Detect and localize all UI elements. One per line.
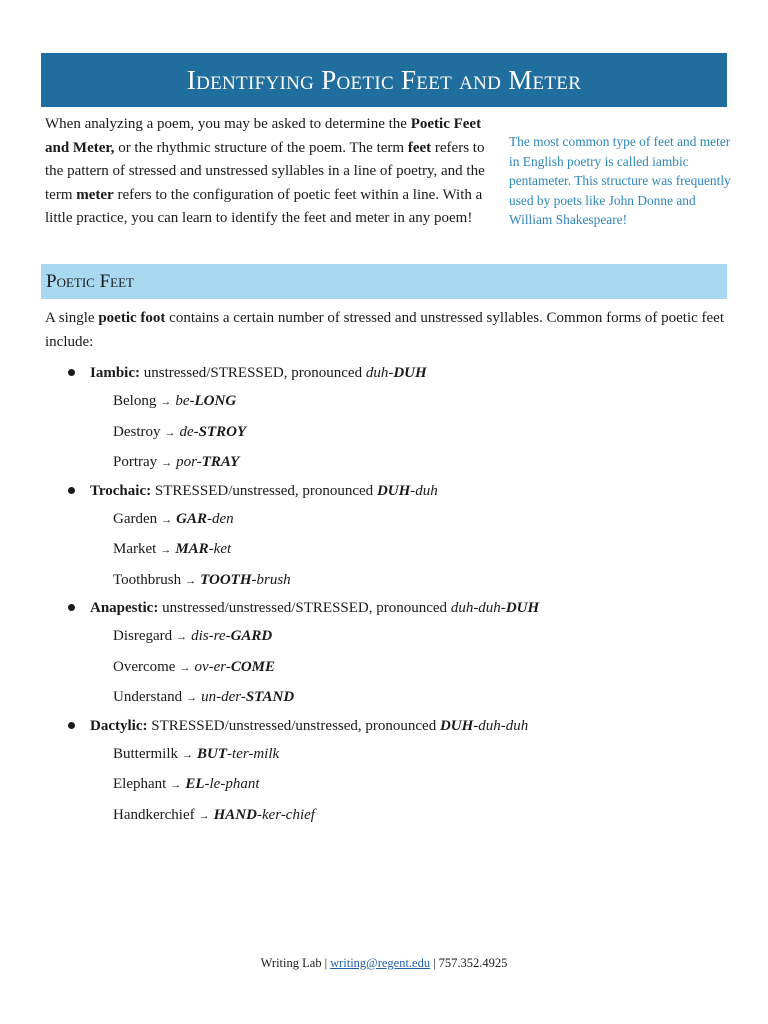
example-word: Toothbrush <box>113 571 182 588</box>
foot-pattern: STRESSED/unstressed/unstressed, pronounced <box>147 717 440 734</box>
foot-pronunciation-stressed: DUH <box>505 600 540 616</box>
example-word: Overcome <box>113 658 176 675</box>
example-word: Disregard <box>113 628 173 644</box>
foot-name: Trochaic: <box>90 482 152 499</box>
section-header <box>41 264 727 299</box>
example-row <box>0 621 768 652</box>
bullet-icon <box>68 604 75 611</box>
example-row <box>0 565 768 596</box>
example-pre: por- <box>176 454 202 470</box>
intro-text-2: or the rhythmic structure of the poem. The term <box>114 139 408 156</box>
example-word: Market <box>113 541 157 557</box>
arrow-right-icon: → <box>164 426 176 439</box>
arrow-right-icon: → <box>185 574 197 587</box>
arrow-right-icon: → <box>176 631 188 643</box>
foot-item-anapestic <box>0 595 768 713</box>
foot-item-trochaic <box>0 478 768 596</box>
example-word: Handkerchief <box>113 806 195 823</box>
arrow-right-icon: → <box>182 748 193 761</box>
foot-pronunciation-plain: duh-duh- <box>450 600 506 616</box>
example-post: -ter-milk <box>227 745 280 762</box>
example-stressed: GAR <box>176 510 207 527</box>
bullet-icon <box>68 369 75 376</box>
example-stressed: MAR <box>175 541 209 557</box>
example-word: Destroy <box>113 423 161 440</box>
intro-text-3: refers to the pattern of stressed and unstressed syllables in a line of poetry, and the term <box>45 139 485 203</box>
example-stressed: STROY <box>198 423 247 440</box>
arrow-right-icon: → <box>160 396 172 408</box>
foot-pattern: unstressed/STRESSED, pronounced <box>140 365 366 381</box>
example-word: Portray <box>113 454 158 470</box>
intro-bold-3: meter <box>76 186 114 203</box>
footer-separator: | <box>433 956 436 970</box>
footer-org: Writing Lab <box>260 956 322 970</box>
foot-pronunciation-stressed: DUH <box>376 482 411 499</box>
example-row <box>0 386 768 417</box>
foot-pronunciation-plain: -duh-duh <box>473 717 529 734</box>
arrow-right-icon: → <box>186 692 198 704</box>
example-stressed: HAND <box>213 806 257 823</box>
lead-text-1: A single <box>45 310 99 326</box>
example-stressed: BUT <box>197 745 227 762</box>
example-pre: be- <box>175 393 195 409</box>
arrow-right-icon: → <box>161 457 173 469</box>
foot-heading <box>0 713 768 739</box>
lead-text-2: contains a certain number of stressed and unstressed syllables. Common forms of poetic feet include: <box>45 310 725 350</box>
footer-separator: | <box>324 956 328 970</box>
arrow-right-icon: → <box>179 661 191 674</box>
foot-heading <box>0 478 768 504</box>
example-stressed: COME <box>230 658 275 675</box>
example-row <box>0 682 768 713</box>
example-stressed: LONG <box>194 393 237 409</box>
arrow-right-icon: → <box>170 779 182 791</box>
page-footer <box>0 956 768 971</box>
title-banner <box>41 53 727 107</box>
example-stressed: GARD <box>230 628 273 644</box>
example-word: Buttermilk <box>113 745 178 762</box>
foot-heading <box>0 360 768 386</box>
example-post: -den <box>207 510 234 527</box>
section-lead-paragraph <box>45 306 730 354</box>
foot-item-iambic <box>0 360 768 478</box>
foot-heading <box>0 595 768 621</box>
example-stressed: TRAY <box>201 454 240 470</box>
foot-pronunciation-stressed: DUH <box>439 717 474 734</box>
example-word: Elephant <box>113 776 167 792</box>
poetic-feet-list <box>0 360 768 830</box>
example-stressed: EL <box>185 776 205 792</box>
example-post: -brush <box>251 571 291 588</box>
example-row <box>0 504 768 535</box>
arrow-right-icon: → <box>198 809 210 822</box>
example-post: -le-phant <box>204 776 260 792</box>
example-pre: un-der- <box>201 689 246 705</box>
example-row <box>0 800 768 831</box>
intro-paragraph <box>45 113 485 231</box>
example-word: Belong <box>113 393 157 409</box>
example-post: -ker-chief <box>256 806 315 823</box>
foot-item-dactylic <box>0 713 768 831</box>
foot-name: Dactylic: <box>90 717 148 734</box>
section-heading: Poetic Feet <box>46 270 134 292</box>
page-title: Identifying Poetic Feet and Meter <box>186 64 582 95</box>
foot-name: Iambic: <box>90 365 140 381</box>
foot-pattern: unstressed/unstressed/STRESSED, pronounced <box>158 600 451 616</box>
example-pre: de- <box>179 423 199 440</box>
example-word: Understand <box>113 689 183 705</box>
lead-bold-1: poetic foot <box>98 310 166 326</box>
example-row <box>0 769 768 800</box>
example-row <box>0 534 768 565</box>
footer-email-link[interactable]: writing@regent.edu <box>330 956 431 970</box>
example-row <box>0 417 768 448</box>
bullet-icon <box>68 722 75 729</box>
example-pre: ov-er- <box>194 658 231 675</box>
foot-pronunciation-stressed: DUH <box>393 365 427 381</box>
example-post: -ket <box>208 541 232 557</box>
example-pre: dis-re- <box>191 628 231 644</box>
example-word: Garden <box>113 510 158 527</box>
example-row <box>0 447 768 478</box>
intro-bold-2: feet <box>407 139 432 156</box>
example-stressed: STAND <box>245 689 295 705</box>
foot-pattern: STRESSED/unstressed, pronounced <box>151 482 377 499</box>
example-row <box>0 652 768 683</box>
intro-text-4: refers to the configuration of poetic feet within a line. With a little practice, you can learn to identify the feet and meter in any poem! <box>45 186 483 227</box>
foot-pronunciation-plain: duh- <box>365 365 394 381</box>
arrow-right-icon: → <box>160 544 172 556</box>
intro-bold-1: Poetic Feet and Meter, <box>45 116 482 156</box>
foot-pronunciation-plain: -duh <box>410 482 438 499</box>
foot-name: Anapestic: <box>90 600 159 616</box>
arrow-right-icon: → <box>161 513 173 526</box>
bullet-icon <box>68 487 75 494</box>
sidebar-callout: The most common type of feet and meter in English poetry is called iambic pentameter. This structure was frequently used by poets like John Donne and William Shakespeare! <box>509 134 731 228</box>
footer-phone: 757.352.4925 <box>438 956 508 970</box>
example-stressed: TOOTH <box>200 571 252 588</box>
intro-text-1: When analyzing a poem, you may be asked to determine the <box>45 116 411 132</box>
example-row <box>0 739 768 770</box>
